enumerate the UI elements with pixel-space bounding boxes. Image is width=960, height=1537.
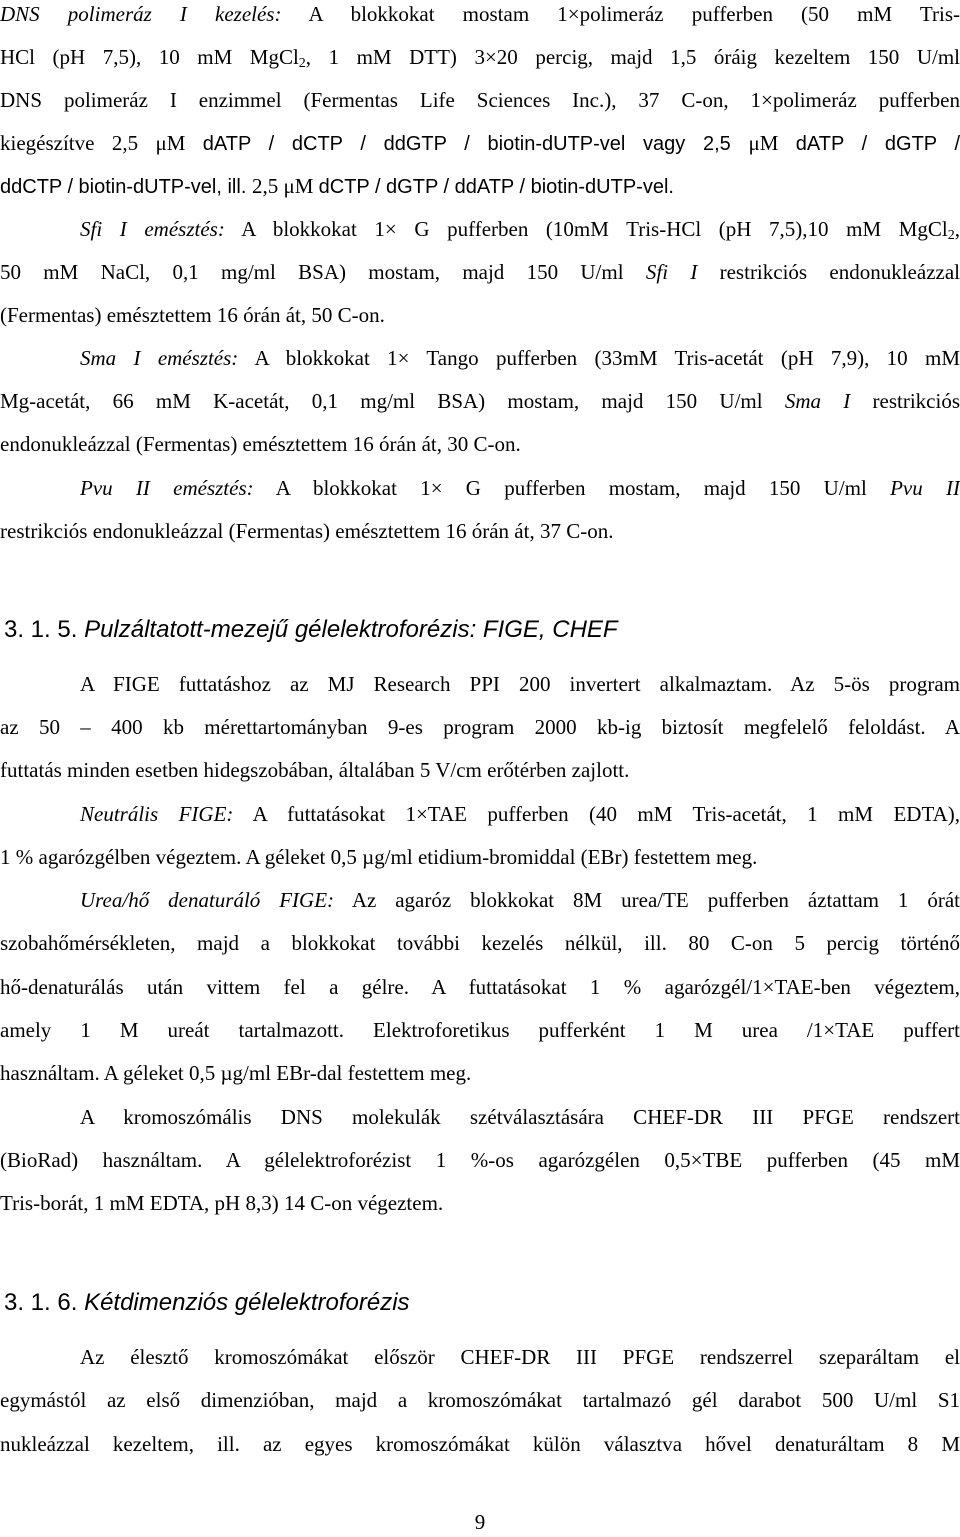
text-line — [0, 843, 960, 871]
subscript: 2 — [947, 228, 955, 243]
text-line — [0, 43, 960, 71]
text-span: A kromoszómális DNS molekulák szétválasztására CHEF-DR III PFGE rendszert — [80, 1105, 960, 1129]
italic-enzyme: Pvu II — [890, 476, 960, 500]
text-span: μM — [748, 131, 796, 155]
italic-label: DNS polimeráz I kezelés: — [0, 2, 282, 26]
text-span: amely 1 M ureát tartalmazott. Elektroforetikus pufferként 1 M urea /1×TAE puffert — [0, 1018, 960, 1042]
text-line — [0, 129, 960, 157]
text-span: (BioRad) használtam. A gélelektroforézist 1 %-os agarózgélen 0,5×TBE pufferben (45 mM — [0, 1148, 960, 1172]
section-number: 3. 1. 6. — [4, 1289, 85, 1316]
text-line — [80, 1343, 960, 1371]
text-line — [0, 1430, 960, 1458]
text-line — [0, 430, 960, 458]
text-line — [0, 387, 960, 415]
text-span: restrikciós endonukleázzal — [697, 260, 960, 284]
text-line — [80, 215, 960, 243]
text-line — [0, 756, 960, 784]
italic-label: Urea/hő denaturáló FIGE: — [80, 888, 335, 912]
text-span: HCl (pH 7,5), 10 mM MgCl — [0, 45, 299, 69]
section-title: Pulzáltatott-mezejű gélelektroforézis: FIGE, CHEF — [84, 616, 618, 643]
section-number: 3. 1. 5. — [4, 616, 85, 643]
text-line — [0, 713, 960, 741]
text-span: A FIGE futtatáshoz az MJ Research PPI 200 invertert alkalmaztam. Az 5-ös program — [80, 672, 960, 696]
text-line — [0, 973, 960, 1001]
italic-label: Pvu II emésztés: — [80, 476, 254, 500]
text-span: ddCTP / biotin-dUTP-vel, ill. — [0, 176, 252, 198]
text-span: A futtatásokat 1×TAE pufferben (40 mM Tris-acetát, 1 mM EDTA), — [233, 802, 960, 826]
text-line — [80, 474, 960, 502]
text-span: endonukleázzal (Fermentas) emésztettem 16 órán át, 30 C-on. — [0, 432, 521, 456]
text-span: Tris-borát, 1 mM EDTA, pH 8,3) 14 C-on végeztem. — [0, 1191, 444, 1215]
text-line — [0, 1189, 960, 1217]
text-span: 50 mM NaCl, 0,1 mg/ml BSA) mostam, majd 150 U/ml — [0, 260, 646, 284]
text-span: 1 % agarózgélben végeztem. A géleket 0,5 µg/ml etidium-bromiddal (EBr) festettem meg. — [0, 845, 758, 869]
text-span: (Fermentas) emésztettem 16 órán át, 50 C-on. — [0, 303, 385, 327]
text-span: A blokkokat 1× Tango pufferben (33mM Tris-acetát (pH 7,9), 10 mM — [238, 346, 960, 370]
section-heading — [4, 1288, 410, 1318]
italic-label: Neutrális FIGE: — [80, 802, 234, 826]
text-line — [80, 344, 960, 372]
page-number: 9 — [474, 1510, 486, 1534]
text-span: 2,5 μM — [251, 174, 319, 198]
text-span: dATP / dGTP / — [795, 133, 960, 155]
text-line — [0, 1146, 960, 1174]
text-line — [0, 172, 960, 200]
text-span: Mg-acetát, 66 mM K-acetát, 0,1 mg/ml BSA) mostam, majd 150 U/ml — [0, 389, 785, 413]
italic-label: Sfi I emésztés: — [80, 217, 225, 241]
text-span: A blokkokat 1× G pufferben (10mM Tris-HCl (pH 7,5),10 mM MgCl — [224, 217, 948, 241]
text-span: A blokkokat mostam 1×polimeráz pufferben (50 mM Tris- — [281, 2, 960, 26]
text-span: egymástól az első dimenzióban, majd a kromoszómákat tartalmazó gél darabot 500 U/ml S1 — [0, 1388, 960, 1412]
text-span: , — [954, 217, 960, 241]
text-line — [0, 86, 960, 114]
text-line — [0, 517, 960, 545]
text-line — [80, 886, 960, 914]
text-span: futtatás minden esetben hidegszobában, általában 5 V/cm erőtérben zajlott. — [0, 758, 630, 782]
text-span: Az élesztő kromoszómákat először CHEF-DR III PFGE rendszerrel szeparáltam el — [80, 1345, 960, 1369]
subscript: 2 — [298, 56, 306, 71]
text-span: nukleázzal kezeltem, ill. az egyes kromoszómákat külön választva hővel denaturáltam 8 M — [0, 1432, 960, 1456]
italic-enzyme: Sfi I — [645, 260, 698, 284]
text-span: A blokkokat 1× G pufferben mostam, majd 150 U/ml — [253, 476, 891, 500]
text-span: szobahőmérsékleten, majd a blokkokat további kezelés nélkül, ill. 80 C-on 5 percig történő — [0, 931, 960, 955]
text-line — [0, 258, 960, 286]
italic-enzyme: Sma I — [784, 389, 851, 413]
text-span: az 50 – 400 kb mérettartományban 9-es program 2000 kb-ig biztosít megfelelő feloldást. A — [0, 715, 960, 739]
text-line — [0, 1016, 960, 1044]
italic-label: Sma I emésztés: — [80, 346, 239, 370]
text-span: hő-denaturálás után vittem fel a gélre. A futtatásokat 1 % agarózgél/1×TAE-ben végeztem, — [0, 975, 960, 999]
text-line — [80, 1103, 960, 1131]
text-span: kiegészítve 2,5 μM — [0, 131, 203, 155]
text-span: restrikciós endonukleázzal (Fermentas) emésztettem 16 órán át, 37 C-on. — [0, 519, 614, 543]
text-span: dATP / dCTP / ddGTP / biotin-dUTP-vel vagy 2,5 — [202, 133, 749, 155]
text-line — [0, 1059, 960, 1087]
text-span: dCTP / dGTP / ddATP / biotin-dUTP-vel. — [318, 176, 674, 198]
text-span: DNS polimeráz I enzimmel (Fermentas Life Sciences Inc.), 37 C-on, 1×polimeráz pufferben — [0, 88, 960, 112]
text-line — [0, 0, 960, 28]
text-span: , 1 mM DTT) 3×20 percig, majd 1,5 óráig kezeltem 150 U/ml — [305, 45, 960, 69]
text-line — [0, 301, 960, 329]
text-span: Az agaróz blokkokat 8M urea/TE pufferben áztattam 1 órát — [334, 888, 960, 912]
text-span: restrikciós — [850, 389, 960, 413]
text-line — [80, 670, 960, 698]
text-line — [80, 800, 960, 828]
text-line — [0, 929, 960, 957]
text-line — [0, 1386, 960, 1414]
section-heading — [4, 615, 618, 645]
section-title: Kétdimenziós gélelektroforézis — [84, 1289, 410, 1316]
text-span: használtam. A géleket 0,5 µg/ml EBr-dal festettem meg. — [0, 1061, 472, 1085]
